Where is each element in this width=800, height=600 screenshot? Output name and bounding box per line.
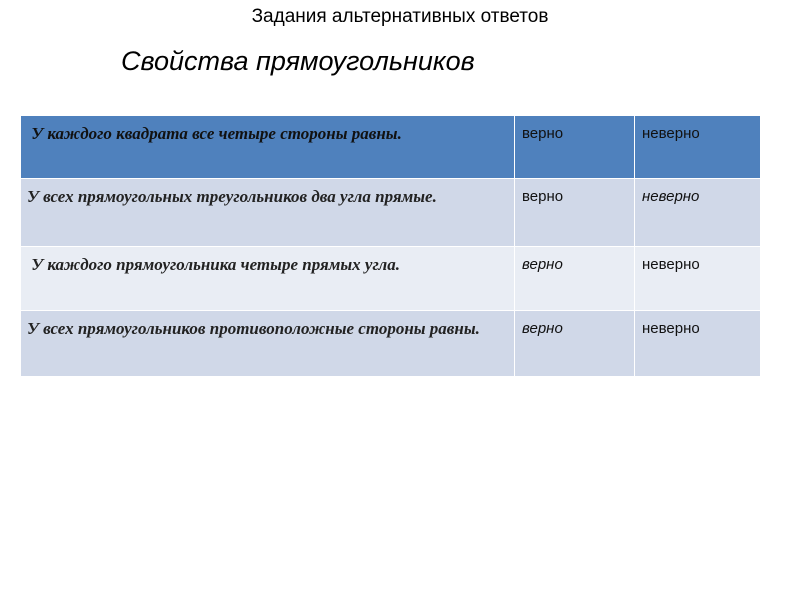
statement-text: У всех прямоугольников противоположные стороны равны. — [27, 319, 480, 338]
answers-table — [20, 115, 761, 377]
header-title: Задания альтернативных ответов — [251, 6, 549, 27]
statement-cell — [21, 116, 515, 179]
statement-cell — [21, 311, 515, 377]
true-option[interactable]: верно — [522, 125, 564, 142]
false-option-cell[interactable] — [635, 311, 761, 377]
true-option-cell[interactable] — [515, 311, 635, 377]
true-option[interactable]: верно — [522, 320, 563, 337]
true-option-cell[interactable] — [515, 247, 635, 311]
table-row — [21, 247, 761, 311]
true-option[interactable]: верно — [522, 256, 563, 273]
statement-text: У каждого прямоугольника четыре прямых угла. — [27, 255, 400, 274]
statement-cell — [21, 179, 515, 247]
false-option[interactable]: неверно — [642, 125, 700, 142]
false-option[interactable]: неверно — [642, 320, 700, 337]
false-option[interactable]: неверно — [642, 188, 700, 205]
false-option[interactable]: неверно — [642, 256, 700, 273]
statement-cell — [21, 247, 515, 311]
true-option-cell[interactable] — [515, 116, 635, 179]
statement-text: У всех прямоугольных треугольников два угла прямые. — [27, 187, 437, 206]
true-option[interactable]: верно — [522, 188, 564, 205]
true-option-cell[interactable] — [515, 179, 635, 247]
statement-text: У каждого квадрата все четыре стороны равны. — [27, 124, 402, 143]
false-option-cell[interactable] — [635, 116, 761, 179]
false-option-cell[interactable] — [635, 247, 761, 311]
table-row — [21, 116, 761, 179]
false-option-cell[interactable] — [635, 179, 761, 247]
slide-title: Свойства прямоугольников — [121, 46, 475, 76]
table-row — [21, 311, 761, 377]
table-row — [21, 179, 761, 247]
